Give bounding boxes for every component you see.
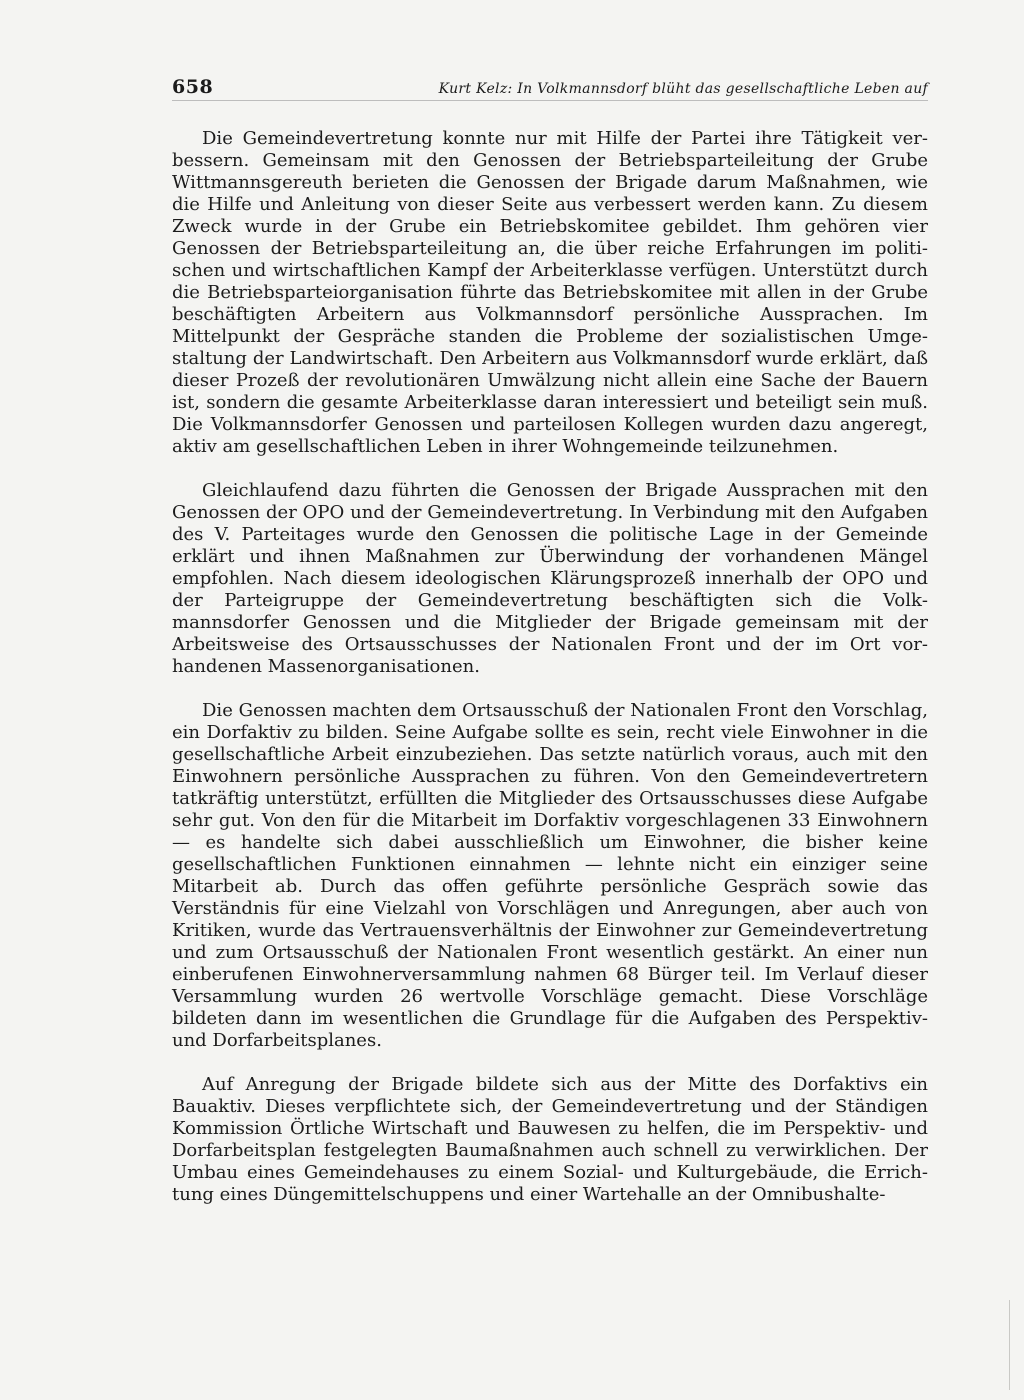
page-header	[172, 76, 928, 101]
paragraph-1: Die Gemeindevertretung konnte nur mit Hilfe der Partei ihre Tätigkeit verbessern. Gemeinsam mit den Genossen der Betriebsparteileitung der Grube Wittmannsgereuth berieten die Genossen der Brigade darum Maßnahmen, wie die Hilfe und Anleitung von dieser Seite aus verbessert werden kann. Zu diesem Zweck wurde in der Grube ein Betriebskomitee gebildet. Ihm gehören vier Genossen der Betriebsparteileitung an, die über reiche Erfahrungen im politischen und wirtschaftlichen Kampf der Arbeiterklasse verfügen. Unterstützt durch die Betriebsparteiorganisation führte das Betriebskomitee mit allen in der Grube beschäftigten Arbeitern aus Volkmannsdorf persönliche Aussprachen. Im Mittelpunkt der Gespräche standen die Probleme der sozialistischen Umgestaltung der Landwirtschaft. Den Arbeitern aus Volkmannsdorf wurde erklärt, daß dieser Prozeß der revolutionären Umwälzung nicht allein eine Sache der Bauern ist, sondern die gesamte Arbeiterklasse daran interessiert und beteiligt sein muß. Die Volkmannsdorfer Genossen und parteilosen Kollegen wurden dazu angeregt, aktiv am gesellschaftlichen Leben in ihrer Wohngemeinde teilzunehmen.	[172, 128, 928, 457]
running-head: Kurt Kelz: In Volkmannsdorf blüht das gesellschaftliche Leben auf	[438, 81, 928, 97]
body-text	[172, 128, 928, 1206]
paragraph-4: Auf Anregung der Brigade bildete sich aus der Mitte des Dorfaktivs ein Bauaktiv. Dieses verpflichtete sich, der Gemeindevertretung und der Ständigen Kommission Örtliche Wirtschaft und Bauwesen zu helfen, die im Perspektiv- und Dorfarbeitsplan festgelegten Baumaßnahmen auch schnell zu verwirklichen. Der Umbau eines Gemeindehauses zu einem Sozial- und Kulturgebäude, die Errichtung eines Düngemittelschuppens und einer Wartehalle an der Omnibushalte-	[172, 1074, 928, 1205]
scan-edge-mark	[1009, 1300, 1010, 1390]
paragraph-2: Gleichlaufend dazu führten die Genossen der Brigade Aussprachen mit den Genossen der OPO und der Gemeindevertretung. In Verbindung mit den Aufgaben des V. Parteitages wurde den Genossen die politische Lage in der Gemeinde erklärt und ihnen Maßnahmen zur Überwindung der vorhandenen Mängel empfohlen. Nach diesem ideologischen Klärungsprozeß innerhalb der OPO und der Parteigruppe der Gemeindevertretung beschäftigten sich die Volkmannsdorfer Genossen und die Mitglieder der Brigade gemeinsam mit der Arbeitsweise des Ortsausschusses der Nationalen Front und der im Ort vorhandenen Massenorganisationen.	[172, 480, 928, 677]
paragraph-3: Die Genossen machten dem Ortsausschuß der Nationalen Front den Vorschlag, ein Dorfaktiv zu bilden. Seine Aufgabe sollte es sein, recht viele Einwohner in die gesellschaftliche Arbeit einzubeziehen. Das setzte natürlich voraus, auch mit den Einwohnern persönliche Aussprachen zu führen. Von den Gemeindevertretern tatkräftig unterstützt, erfüllten die Mitglieder des Ortsausschusses diese Aufgabe sehr gut. Von den für die Mitarbeit im Dorfaktiv vorgeschlagenen 33 Einwohnern — es handelte sich dabei ausschließlich um Einwohner, die bisher keine gesellschaftlichen Funktionen einnahmen — lehnte nicht ein einziger seine Mitarbeit ab. Durch das offen geführte persönliche Gespräch sowie das Verständnis für eine Vielzahl von Vorschlägen und Anregungen, aber auch von Kritiken, wurde das Vertrauensverhältnis der Einwohner zur Gemeindevertretung und zum Ortsausschuß der Nationalen Front wesentlich gestärkt. An einer nun einberufenen Einwohnerversammlung nahmen 68 Bürger teil. Im Verlauf dieser Versammlung wurden 26 wertvolle Vorschläge gemacht. Diese Vorschläge bildeten dann im wesentlichen die Grundlage für die Aufgaben des Perspektiv- und Dorfarbeitsplanes.	[172, 700, 929, 1051]
page-number: 658	[172, 76, 214, 98]
